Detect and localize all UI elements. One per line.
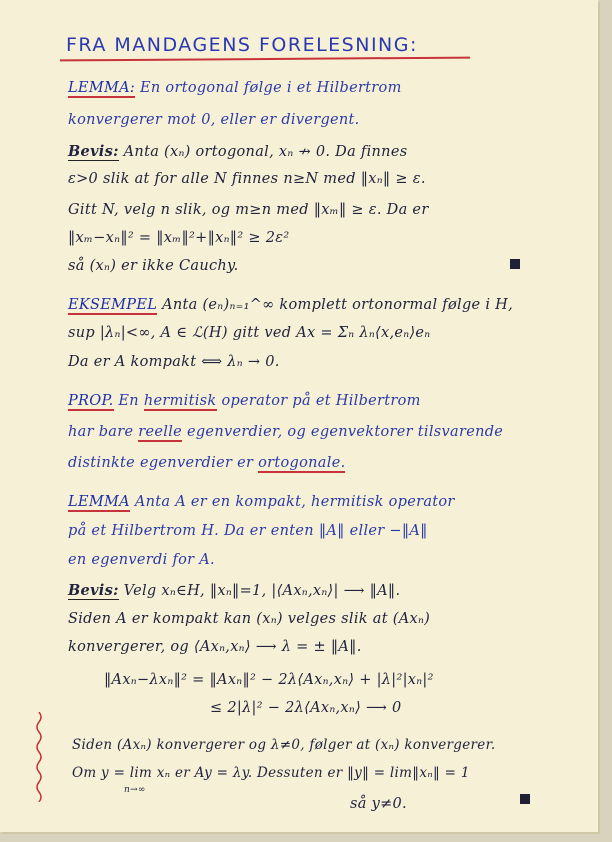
- lemma1-label: LEMMA:: [68, 80, 136, 96]
- page-title: FRA MANDAGENS FORELESNING:: [66, 34, 418, 56]
- qed-mark-1: [510, 259, 520, 269]
- proof2-line5: ≤ 2|λ|² − 2λ⟨Axₙ,xₙ⟩ ⟶ 0: [210, 700, 402, 716]
- prop-text1-post: operator på et Hilbertrom: [221, 393, 421, 409]
- lemma1-line1: [68, 80, 598, 96]
- example-text1: Anta (eₙ)ₙ₌₁^∞ komplett ortonormal følge i H,: [162, 297, 514, 313]
- proof2-line3: konvergerer, og ⟨Axₙ,xₙ⟩ ⟶ λ = ± ‖A‖.: [68, 639, 362, 655]
- prop-text3-pre: distinkte egenverdier er: [68, 455, 254, 471]
- qed-mark-2: [520, 794, 530, 804]
- proof2-line6: Siden (Axₙ) konvergerer og λ≠0, følger at (xₙ) konvergerer.: [72, 737, 496, 753]
- example-line3: Da er A kompakt ⟺ λₙ → 0.: [68, 354, 280, 370]
- prop-label: PROP.: [68, 393, 114, 409]
- proof1-line5: så (xₙ) er ikke Cauchy.: [68, 258, 239, 274]
- margin-squiggle: [34, 712, 44, 802]
- proof2-label: Bevis:: [68, 582, 119, 599]
- lemma2-label: LEMMA: [68, 494, 130, 510]
- proof1-line3: Gitt N, velg n slik, og m≥n med ‖xₘ‖ ≥ ε. Da er: [68, 202, 429, 218]
- proof2-line7: Om y = lim xₙ er Ay = λy. Dessuten er ‖y‖ = lim‖xₙ‖ = 1: [72, 765, 470, 781]
- proof2-line1: [68, 582, 598, 599]
- proof2-line4: ‖Axₙ−λxₙ‖² = ‖Axₙ‖² − 2λ⟨Axₙ,xₙ⟩ + |λ|²|xₙ|²: [104, 672, 434, 688]
- proof2-lim-subscript: n→∞: [124, 785, 146, 795]
- example-label: EKSEMPEL: [68, 297, 158, 313]
- title-underline: [60, 57, 470, 62]
- prop-text1-pre: En: [118, 393, 139, 409]
- lemma2-line2: på et Hilbertrom H. Da er enten ‖A‖ eller −‖A‖: [68, 523, 428, 539]
- prop-text2-pre: har bare: [68, 424, 134, 440]
- proof1-label: Bevis:: [68, 143, 119, 160]
- proof1-line4: ‖xₘ−xₙ‖² = ‖xₘ‖²+‖xₙ‖² ≥ 2ε²: [68, 230, 290, 246]
- proof2-text1: Velg xₙ∈H, ‖xₙ‖=1, |⟨Axₙ,xₙ⟩| ⟶ ‖A‖.: [123, 583, 401, 599]
- prop-line3: [68, 455, 598, 471]
- example-line1: [68, 297, 598, 313]
- proof1-line2: ε>0 slik at for alle N finnes n≥N med ‖xₙ‖ ≥ ε.: [68, 171, 426, 187]
- proof1-text1: Anta (xₙ) ortogonal, xₙ ↛ 0. Da finnes: [123, 144, 408, 160]
- prop-line2: [68, 424, 598, 440]
- lemma2-line1: [68, 494, 598, 510]
- lemma1-line2: konvergerer mot 0, eller er divergent.: [68, 112, 360, 128]
- lemma2-line3: en egenverdi for A.: [68, 552, 215, 568]
- lemma2-text1: Anta A er en kompakt, hermitisk operator: [134, 494, 455, 510]
- proof2-line8: så y≠0.: [350, 796, 407, 812]
- proof1-line1: [68, 143, 598, 160]
- lemma1-text1: En ortogonal følge i et Hilbertrom: [140, 80, 402, 96]
- prop-real: reelle: [138, 424, 183, 440]
- prop-orthogonal: ortogonale.: [258, 455, 346, 471]
- prop-text2-post: egenverdier, og egenvektorer tilsvarende: [186, 424, 504, 440]
- proof2-line2: Siden A er kompakt kan (xₙ) velges slik at (Axₙ): [68, 611, 431, 627]
- prop-line1: [68, 393, 598, 409]
- example-line2: sup |λₙ|<∞, A ∈ ℒ(H) gitt ved Ax = Σₙ λₙ⟨x,eₙ⟩eₙ: [68, 325, 431, 341]
- prop-hermitian: hermitisk: [143, 393, 217, 409]
